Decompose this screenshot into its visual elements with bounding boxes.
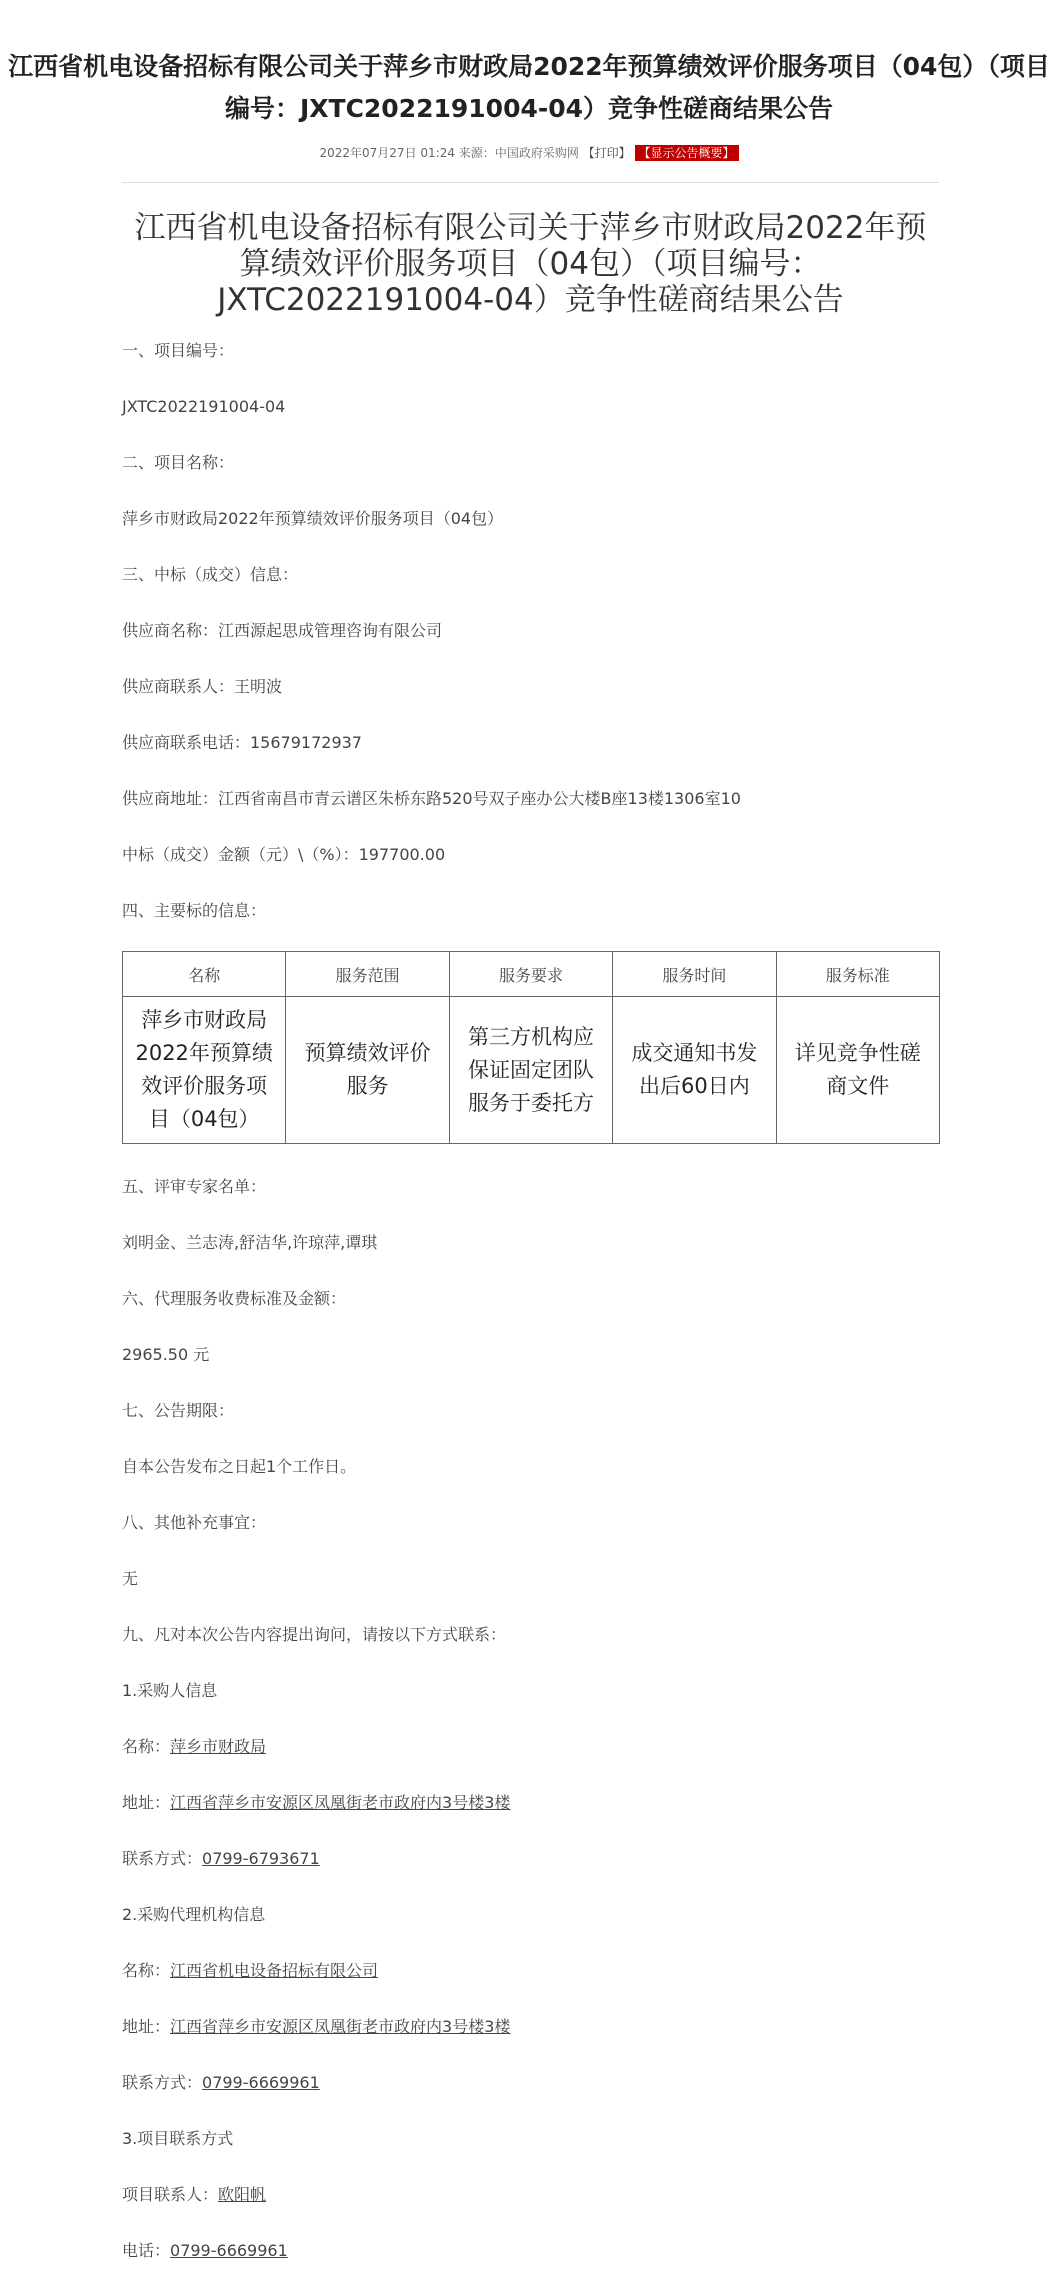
supplier-address: 供应商地址：江西省南昌市青云谱区朱桥东路520号双子座办公大楼B座13楼1306室10 xyxy=(122,789,741,808)
field-label: 项目联系人： xyxy=(122,2185,219,2204)
field-label: 名称： xyxy=(122,1961,171,1980)
field-label: 地址： xyxy=(122,1793,171,1812)
buyer-address-line xyxy=(122,1792,510,1814)
table-header-cell: 服务要求 xyxy=(449,952,612,997)
agency-fee: 2965.50 元 xyxy=(122,1345,210,1364)
show-summary-button[interactable]: 【显示公告概要】 xyxy=(635,145,739,161)
table-row xyxy=(123,997,940,1144)
table-cell: 第三方机构应保证固定团队服务于委托方 xyxy=(449,997,612,1144)
section-heading: 四、主要标的信息： xyxy=(122,901,267,920)
supplier-contact: 供应商联系人：王明波 xyxy=(122,677,283,696)
table-cell: 预算绩效评价服务 xyxy=(286,997,449,1144)
field-label: 地址： xyxy=(122,2017,171,2036)
table-cell: 详见竞争性磋商文件 xyxy=(776,997,939,1144)
publish-date: 2022年07月27日 01:24 xyxy=(319,146,455,160)
field-label: 名称： xyxy=(122,1737,171,1756)
section-heading: 七、公告期限： xyxy=(122,1401,235,1420)
print-link[interactable]: 【打印】 xyxy=(582,146,631,160)
agency-phone-line xyxy=(122,2072,320,2094)
agency-heading: 2.采购代理机构信息 xyxy=(122,1905,266,1924)
project-contact-line xyxy=(122,2184,266,2206)
agency-phone-link[interactable]: 0799-6669961 xyxy=(202,2073,320,2092)
buyer-address-link[interactable]: 江西省萍乡市安源区凤凰街老市政府内3号楼3楼 xyxy=(170,1793,511,1812)
section-heading: 一、项目编号： xyxy=(122,341,235,360)
section-heading: 五、评审专家名单： xyxy=(122,1177,267,1196)
table-header-cell: 名称 xyxy=(123,952,286,997)
agency-name-link[interactable]: 江西省机电设备招标有限公司 xyxy=(170,1961,379,1980)
field-label: 电话： xyxy=(122,2241,171,2260)
project-contact-link[interactable]: 欧阳帆 xyxy=(218,2185,267,2204)
source-name: 中国政府采购网 xyxy=(494,146,579,160)
project-phone-line xyxy=(122,2240,288,2262)
content-title: 江西省机电设备招标有限公司关于萍乡市财政局2022年预算绩效评价服务项目（04包）（项目编号：JXTC2022191004-04）竞争性磋商结果公告 xyxy=(134,210,927,318)
table-header-cell: 服务时间 xyxy=(613,952,776,997)
field-label: 联系方式： xyxy=(122,2073,203,2092)
announcement-period: 自本公告发布之日起1个工作日。 xyxy=(122,1457,357,1476)
page-title: 江西省机电设备招标有限公司关于萍乡市财政局2022年预算绩效评价服务项目（04包）（项目编号：JXTC2022191004-04）竞争性磋商结果公告 xyxy=(8,52,1050,123)
title-divider xyxy=(122,182,939,183)
buyer-phone-link[interactable]: 0799-6793671 xyxy=(202,1849,320,1868)
table-header-row xyxy=(123,952,940,997)
content-title-block xyxy=(122,210,939,318)
subject-info-table xyxy=(122,951,940,1144)
supplier-phone: 供应商联系电话：15679172937 xyxy=(122,733,362,752)
section-heading: 六、代理服务收费标准及金额： xyxy=(122,1289,347,1308)
other-matters: 无 xyxy=(122,1569,139,1588)
project-phone-link[interactable]: 0799-6669961 xyxy=(170,2241,288,2260)
award-amount: 中标（成交）金额（元）\（%）：197700.00 xyxy=(122,845,446,864)
agency-address-link[interactable]: 江西省萍乡市安源区凤凰街老市政府内3号楼3楼 xyxy=(170,2017,511,2036)
buyer-name-line xyxy=(122,1736,266,1758)
project-contact-heading: 3.项目联系方式 xyxy=(122,2129,234,2148)
table-cell: 成交通知书发出后60日内 xyxy=(613,997,776,1144)
field-label: 联系方式： xyxy=(122,1849,203,1868)
source-label: 来源： xyxy=(458,146,495,160)
section-heading: 九、凡对本次公告内容提出询问，请按以下方式联系： xyxy=(122,1625,507,1644)
project-name: 萍乡市财政局2022年预算绩效评价服务项目（04包） xyxy=(122,509,504,528)
buyer-name-link[interactable]: 萍乡市财政局 xyxy=(170,1737,267,1756)
table-cell: 萍乡市财政局2022年预算绩效评价服务项目（04包） xyxy=(123,997,286,1144)
section-heading: 二、项目名称： xyxy=(122,453,235,472)
section-heading: 三、中标（成交）信息： xyxy=(122,565,299,584)
buyer-heading: 1.采购人信息 xyxy=(122,1681,218,1700)
agency-address-line xyxy=(122,2016,510,2038)
project-number: JXTC2022191004-04 xyxy=(122,397,286,416)
expert-list: 刘明金、兰志涛,舒洁华,许琼萍,谭琪 xyxy=(122,1233,378,1252)
agency-name-line xyxy=(122,1960,378,1982)
section-heading: 八、其他补充事宜： xyxy=(122,1513,267,1532)
article-meta xyxy=(0,144,1058,161)
buyer-phone-line xyxy=(122,1848,320,1870)
supplier-name: 供应商名称：江西源起思成管理咨询有限公司 xyxy=(122,621,443,640)
table-header-cell: 服务标准 xyxy=(776,952,939,997)
table-header-cell: 服务范围 xyxy=(286,952,449,997)
